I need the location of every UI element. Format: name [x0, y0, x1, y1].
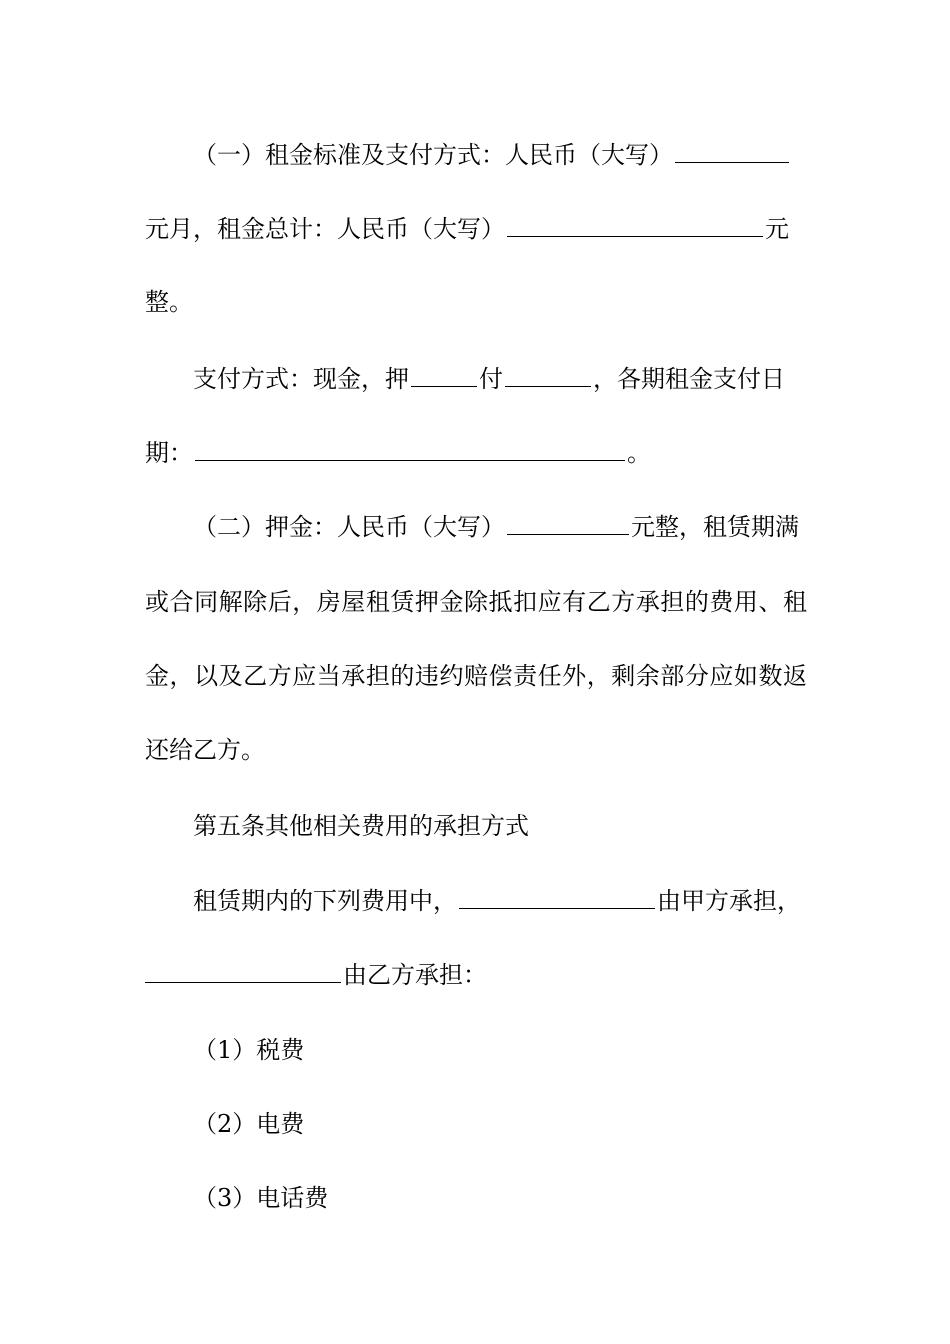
payment-method-line-1: [193, 362, 807, 394]
rent-standard-line-1: [193, 138, 807, 170]
deposit-months-blank[interactable]: [411, 362, 477, 387]
deposit-line-1: [193, 510, 807, 542]
rent-total-text: 元月，租金总计：人民币（大写）: [145, 215, 505, 243]
deposit-line-3: 金，以及乙方应当承担的违约赔偿责任外，剩余部分应如数返: [145, 662, 807, 690]
rent-standard-end: 整。: [145, 288, 193, 316]
article-5-line-1: [193, 884, 807, 916]
payment-method-text: 支付方式：现金，押: [193, 365, 409, 393]
deposit-line-2: 或合同解除后，房屋租赁押金除抵扣应有乙方承担的费用、租: [145, 588, 807, 616]
deposit-amount-blank[interactable]: [507, 510, 629, 535]
payment-pay-text: 付: [479, 365, 503, 393]
article-5-heading: 第五条其他相关费用的承担方式: [193, 812, 529, 840]
payment-date-text: ，各期租金支付日: [593, 365, 785, 393]
party-a-text: 由甲方承担，: [657, 887, 801, 915]
payment-date-blank[interactable]: [195, 436, 625, 461]
deposit-line-4: 还给乙方。: [145, 736, 265, 764]
article-5-line-2: [145, 958, 807, 990]
deposit-text-cont: 元整，租赁期满: [631, 513, 799, 541]
party-b-fees-blank[interactable]: [145, 958, 341, 983]
rent-total-blank[interactable]: [507, 212, 763, 237]
fee-item-telephone: （3）电话费: [193, 1184, 329, 1212]
fee-item-tax: （1）税费: [193, 1036, 305, 1064]
rent-standard-line-3: [145, 286, 807, 318]
party-b-text: 由乙方承担：: [343, 961, 487, 989]
deposit-text: （二）押金：人民币（大写）: [193, 513, 505, 541]
payment-date-end: 。: [627, 439, 651, 467]
article-5-text: 租赁期内的下列费用中，: [193, 887, 457, 915]
pay-months-blank[interactable]: [505, 362, 591, 387]
rent-standard-line-2: [145, 212, 807, 244]
rent-amount-blank[interactable]: [675, 138, 789, 163]
payment-method-line-2: [145, 436, 807, 468]
party-a-fees-blank[interactable]: [459, 884, 655, 909]
rent-total-unit: 元: [765, 215, 789, 243]
fee-item-electricity: （2）电费: [193, 1110, 305, 1138]
payment-date-label: 期：: [145, 439, 193, 467]
rent-standard-text: （一）租金标准及支付方式：人民币（大写）: [193, 141, 673, 169]
